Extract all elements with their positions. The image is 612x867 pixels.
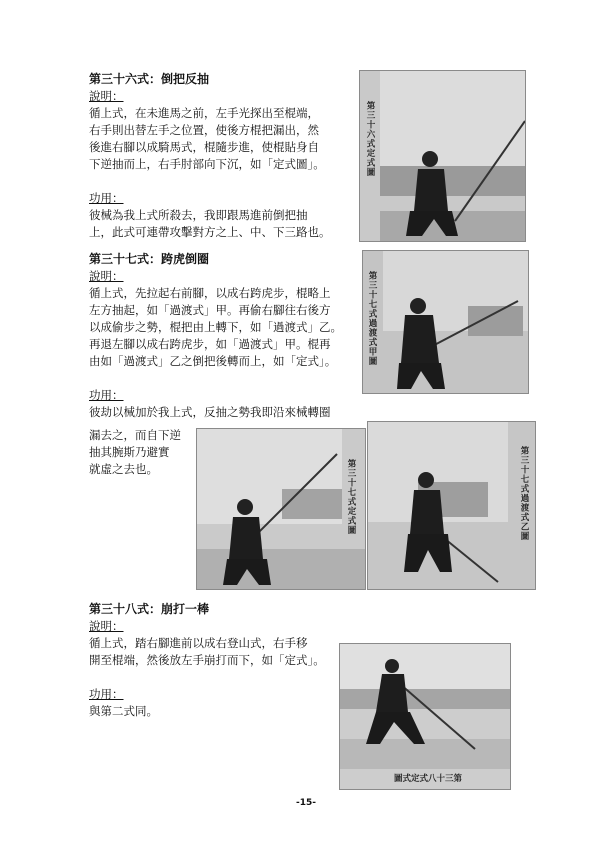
photo-37a-image (363, 251, 528, 393)
photo-37b-caption: 第三十七式定式圖 (346, 459, 356, 535)
photo-37c-caption: 第三十七式過渡式乙圖 (519, 446, 529, 541)
photo-36-final (359, 70, 526, 242)
section-38 (89, 601, 325, 720)
text-line: 再退左腳以成右跨虎步，如「過渡式」甲。棍再 (89, 337, 331, 351)
section-37-func-label: 功用： (89, 388, 124, 402)
text-line: 彼劫以械加於我上式，反抽之勢我即沿來械轉圈 (89, 405, 331, 419)
text-line: 下逆抽而上，右手肘部向下沉，如「定式圖」。 (89, 157, 325, 171)
section-36-title: 第三十六式：倒把反抽 (89, 72, 210, 86)
text-line: 開至棍端，然後放左手崩打而下，如「定式」。 (89, 653, 325, 667)
text-line: 抽其腕斯乃避實 (89, 445, 170, 459)
photo-38-final (339, 643, 511, 790)
photo-37c-image (368, 422, 535, 589)
text-line: 就虛之去也。 (89, 462, 158, 476)
text-line: 漏去之，而自下逆 (89, 428, 181, 442)
text-line: 左方抽起，如「過渡式」甲。再偷右腳往右後方 (89, 303, 331, 317)
photo-37a-caption: 第三十七式過渡式甲圖 (367, 271, 377, 366)
text-line: 右手則出替左手之位置，使後方棍把漏出，然 (89, 123, 319, 137)
section-38-func-label: 功用： (89, 687, 124, 701)
section-36-desc-label: 說明： (89, 89, 124, 103)
photo-37-transition-b (367, 421, 536, 590)
page-number: -15- (296, 798, 316, 808)
text-line: 循上式，先拉起右前腳，以成右跨虎步，棍略上 (89, 286, 331, 300)
photo-37-transition-a (362, 250, 529, 394)
text-line: 後進右腳以成騎馬式，棍隨步進，使棍貼身自 (89, 140, 319, 154)
text-line: 由如「過渡式」乙之倒把後轉而上，如「定式」。 (89, 354, 337, 368)
photo-38-caption: 圖式定式八十三第 (394, 774, 463, 784)
text-line: 與第二式同。 (89, 704, 158, 718)
section-38-desc-label: 說明： (89, 619, 124, 633)
text-line: 以成偷步之勢，棍把由上轉下，如「過渡式」乙。 (89, 320, 342, 334)
photo-37-final (196, 428, 366, 590)
text-line: 彼械為我上式所殺去，我即跟馬進前倒把抽 (89, 208, 308, 222)
photo-36-caption: 第三十六式定式圖 (365, 101, 375, 177)
text-line: 循上式，踏右腳進前以成右登山式，右手移 (89, 636, 308, 650)
section-36 (89, 71, 331, 241)
photo-38-image (340, 644, 510, 789)
text-line: 上，此式可連帶攻擊對方之上、中、下三路也。 (89, 225, 331, 239)
text-line: 循上式，在未進馬之前，左手光探出至棍端， (89, 106, 319, 120)
section-37-title: 第三十七式：跨虎倒圈 (89, 252, 210, 266)
section-38-title: 第三十八式：崩打一棒 (89, 602, 210, 616)
section-37-desc-label: 說明： (89, 269, 124, 283)
photo-36-image (360, 71, 525, 241)
section-36-func-label: 功用： (89, 191, 124, 205)
photo-37b-image (197, 429, 365, 589)
